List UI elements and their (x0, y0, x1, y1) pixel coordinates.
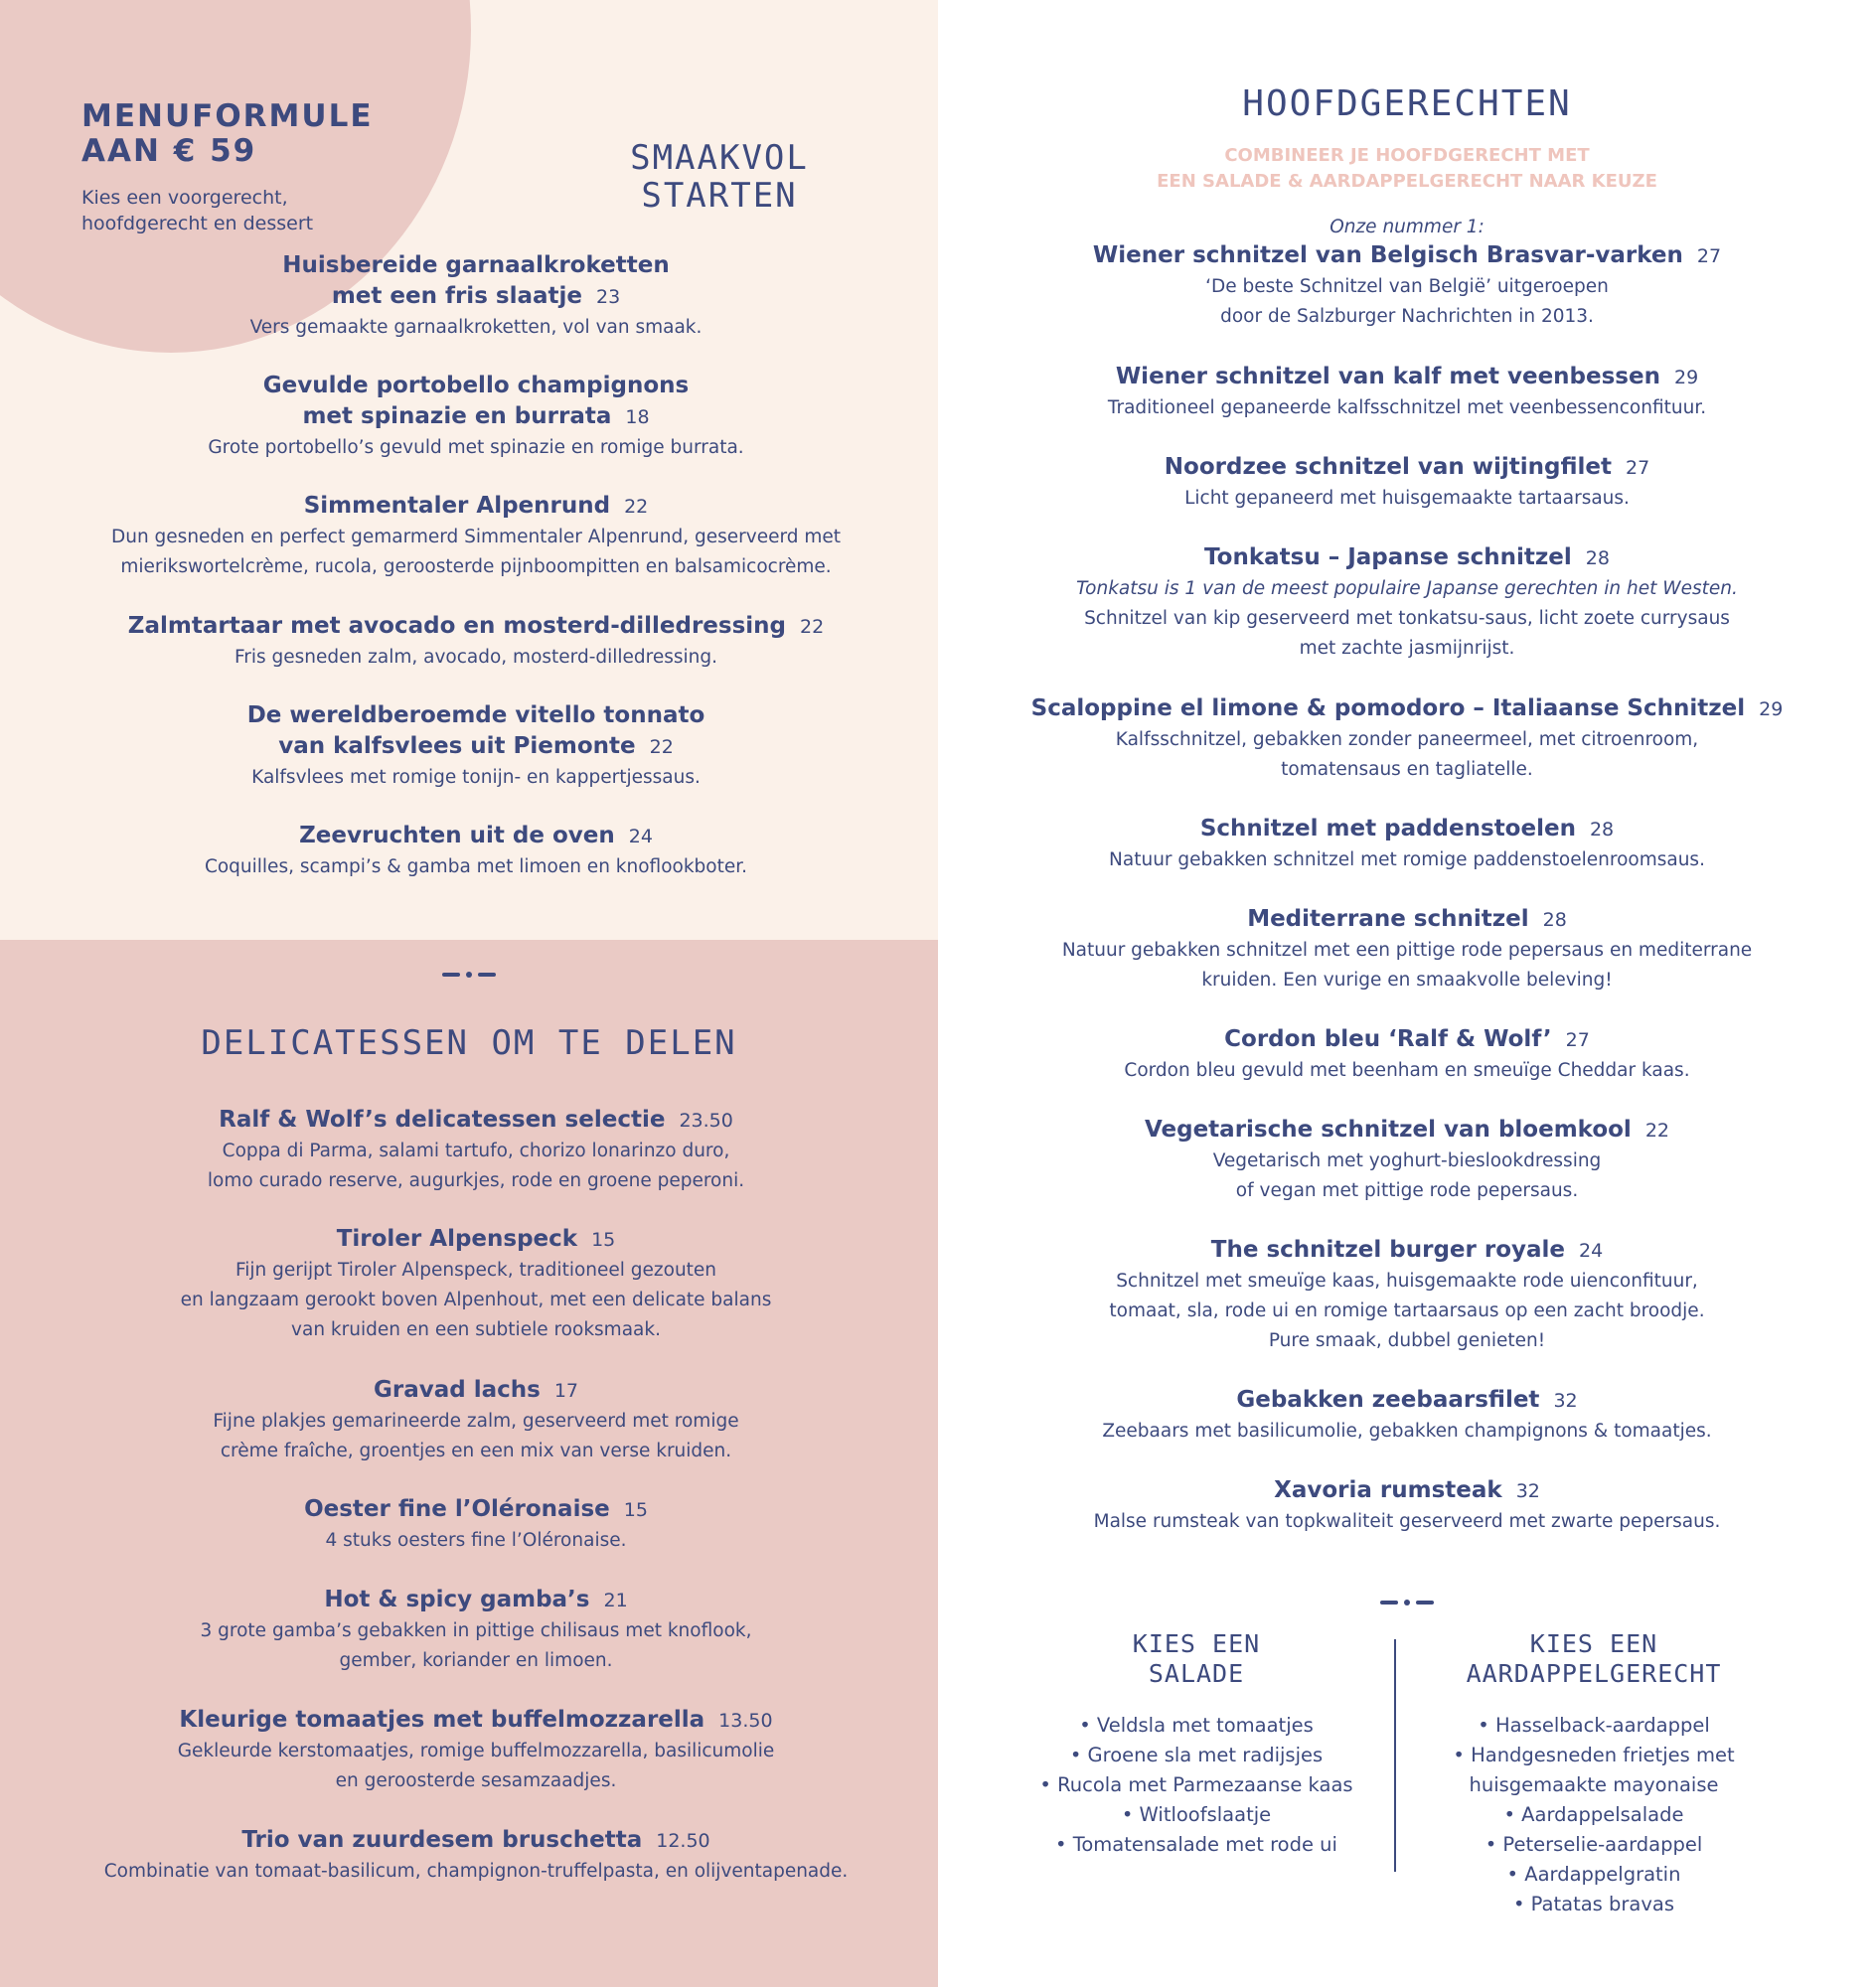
item-price: 28 (1589, 819, 1615, 841)
item-description: Cordon bleu gevuld met beenham en smeuïge Cheddar kaas. (1124, 1060, 1690, 1081)
menu-item (44, 1224, 908, 1345)
potato-list (1435, 1711, 1753, 1919)
item-name: Gevulde portobello champignons met spinazie en burrata 18 (262, 373, 690, 429)
item-price: 17 (553, 1380, 578, 1402)
menu-item (972, 362, 1842, 423)
item-description: Coppa di Parma, salami tartufo, chorizo lonarinzo duro, lomo curado reserve, augurkjes, rode en groene peperoni. (207, 1141, 745, 1191)
item-description: Grote portobello’s gevuld met spinazie en romige burrata. (208, 437, 744, 458)
menu-item (972, 542, 1842, 664)
item-note: Tonkatsu is 1 van de meest populaire Japanse gerechten in het Westen. (1076, 578, 1738, 599)
item-name: Gebakken zeebaarsfilet 32 (1236, 1387, 1578, 1413)
item-price: 22 (649, 736, 674, 758)
item-price: 28 (1542, 909, 1567, 931)
item-price: 22 (624, 496, 649, 518)
list-item: • Handgesneden frietjes met (1453, 1744, 1735, 1766)
item-description: ‘De beste Schnitzel van België’ uitgeroepen door de Salzburger Nachrichten in 2013. (1205, 276, 1609, 327)
mains-panel (938, 0, 1876, 1987)
item-description: 4 stuks oesters fine l’Oléronaise. (325, 1530, 627, 1551)
item-name: Zalmtartaar met avocado en mosterd-dilledressing 22 (127, 613, 825, 639)
item-name: Mediterrane schnitzel 28 (1247, 906, 1567, 932)
item-description: Dun gesneden en perfect gemarmerd Simmentaler Alpenrund, geserveerd met mierikswortelcrème, rucola, geroosterde pijnboompitten en balsamicocrème. (110, 527, 842, 577)
menu-item (44, 1375, 908, 1466)
item-price: 27 (1696, 245, 1722, 267)
item-price: 28 (1585, 547, 1610, 569)
list-item: • Tomatensalade met rode ui (1055, 1833, 1337, 1856)
menu-item (972, 1385, 1842, 1447)
item-description: Schnitzel van kip geserveerd met tonkatsu-saus, licht zoete currysaus met zachte jasmijnrijst. (1084, 608, 1730, 659)
formula-subtitle: Kies een voorgerecht, hoofdgerecht en dessert (81, 187, 314, 234)
item-name: Gravad lachs 17 (373, 1377, 578, 1403)
item-name: De wereldberoemde vitello tonnato van kalfsvlees uit Piemonte 22 (246, 702, 705, 759)
menu-item (972, 904, 1842, 995)
item-description: Gekleurde kerstomaatjes, romige buffelmozzarella, basilicumolie en geroosterde sesamzaadjes. (177, 1741, 775, 1791)
item-name: Xavoria rumsteak 32 (1274, 1477, 1540, 1503)
item-price: 13.50 (718, 1710, 773, 1732)
menu-item (972, 1024, 1842, 1086)
list-item: • Veldsla met tomaatjes (1079, 1714, 1314, 1737)
item-description: Natuur gebakken schnitzel met romige paddenstoelenroomsaus. (1109, 849, 1705, 870)
item-price: 23 (595, 286, 621, 308)
list-item: • Witloofslaatje (1121, 1803, 1272, 1826)
item-price: 32 (1515, 1480, 1540, 1502)
item-price: 27 (1565, 1029, 1590, 1051)
menu-item (44, 821, 908, 882)
starters-panel (0, 0, 938, 940)
item-description: Coquilles, scampi’s & gamba met limoen en knoflookboter. (204, 856, 748, 877)
menu-item (972, 1115, 1842, 1206)
item-price: 23.50 (679, 1110, 733, 1132)
item-description: Combinatie van tomaat-basilicum, champignon-truffelpasta, en olijventapenade. (103, 1861, 849, 1882)
item-name: Wiener schnitzel van kalf met veenbessen 29 (1115, 364, 1699, 389)
menu-item (972, 693, 1842, 785)
menu-item (972, 1235, 1842, 1356)
item-description: Malse rumsteak van topkwaliteit geserveerd met zwarte pepersaus. (1093, 1511, 1721, 1532)
item-price: 15 (591, 1229, 616, 1251)
list-item: • Patatas bravas (1512, 1893, 1675, 1915)
item-name: Hot & spicy gamba’s 21 (324, 1587, 628, 1612)
starters-title: SMAAKVOL STARTEN (630, 138, 809, 216)
menu-item (44, 491, 908, 582)
delicatessen-title: DELICATESSEN OM TE DELEN (201, 1023, 737, 1063)
item-description: Vegetarisch met yoghurt-bieslookdressing of vegan met pittige rode pepersaus. (1212, 1150, 1602, 1201)
menu-item (44, 1705, 908, 1796)
menu-item (44, 1585, 908, 1676)
item-price: 27 (1626, 457, 1650, 479)
menu-item (44, 1825, 908, 1887)
list-item: • Aardappelgratin (1506, 1863, 1681, 1886)
item-name: Oester fine l’Oléronaise 15 (304, 1496, 648, 1522)
item-name: Ralf & Wolf’s delicatessen selectie 23.50 (219, 1107, 733, 1133)
menu-item (972, 452, 1842, 514)
item-name: The schnitzel burger royale 24 (1210, 1237, 1604, 1263)
item-name: Vegetarische schnitzel van bloemkool 22 (1144, 1117, 1670, 1143)
menu-formula (81, 99, 374, 236)
item-description: Fijne plakjes gemarineerde zalm, geserveerd met romige crème fraîche, groentjes en een mix van verse kruiden. (213, 1411, 739, 1461)
item-price: 29 (1673, 367, 1699, 388)
item-description: 3 grote gamba’s gebakken in pittige chilisaus met knoflook, gember, koriander en limoen. (200, 1620, 752, 1671)
menu-item (44, 250, 908, 343)
potato-title: KIES EEN AARDAPPELGERECHT (1466, 1629, 1722, 1688)
list-item: • Aardappelsalade (1503, 1803, 1684, 1826)
item-name: Tonkatsu – Japanse schnitzel 28 (1204, 544, 1610, 570)
mains-subtitle: COMBINEER JE HOOFDGERECHT MET EEN SALADE & AARDAPPELGERECHT NAAR KEUZE (1157, 145, 1657, 192)
menu-item (44, 1105, 908, 1196)
item-name: Schnitzel met paddenstoelen 28 (1199, 816, 1615, 841)
menu-item (972, 814, 1842, 875)
item-name: Wiener schnitzel van Belgisch Brasvar-varken 27 (1092, 242, 1722, 268)
item-name: Zeevruchten uit de oven 24 (299, 823, 653, 848)
list-item: • Rucola met Parmezaanse kaas (1039, 1773, 1353, 1796)
item-description: Kalfsschnitzel, gebakken zonder paneermeel, met citroenroom, tomatensaus en tagliatelle. (1115, 729, 1699, 780)
item-price: 32 (1553, 1390, 1578, 1412)
menu-item (44, 611, 908, 673)
list-item: • Groene sla met radijsjes (1069, 1744, 1324, 1766)
ornament-divider (938, 1600, 1876, 1605)
item-price: 24 (628, 826, 653, 847)
item-description: Licht gepaneerd met huisgemaakte tartaarsaus. (1184, 488, 1630, 509)
menu-item (44, 371, 908, 463)
item-price: 18 (625, 406, 650, 428)
item-name: Scaloppine el limone & pomodoro – Italiaanse Schnitzel 29 (1030, 695, 1784, 721)
item-name: Tiroler Alpenspeck 15 (336, 1226, 616, 1252)
list-item: • Hasselback-aardappel (1478, 1714, 1710, 1737)
delicatessen-panel (0, 940, 938, 1987)
item-price: 21 (603, 1590, 628, 1611)
item-name: Cordon bleu ‘Ralf & Wolf’ 27 (1224, 1026, 1590, 1052)
list-item: • Peterselie-aardappel (1485, 1833, 1703, 1856)
mains-title: HOOFDGERECHTEN (1242, 83, 1572, 124)
menu-item (972, 215, 1842, 332)
item-description: Kalfsvlees met romige tonijn- en kappertjessaus. (251, 767, 701, 788)
menu-item (972, 1475, 1842, 1537)
item-price: 15 (623, 1499, 648, 1521)
item-description: Schnitzel met smeuïge kaas, huisgemaakte rode uienconfituur, tomaat, sla, rode ui en romige tartaarsaus op een zacht broodje. Pure smaak, dubbel genieten! (1109, 1271, 1705, 1351)
item-name: Simmentaler Alpenrund 22 (303, 493, 649, 519)
item-description: Traditioneel gepaneerde kalfsschnitzel met veenbessenconfituur. (1107, 397, 1707, 418)
salad-choice (1037, 1629, 1355, 1860)
item-price: 24 (1579, 1240, 1604, 1262)
item-description: Vers gemaakte garnaalkroketten, vol van smaak. (249, 317, 703, 338)
item-description: Natuur gebakken schnitzel met een pittige rode pepersaus en mediterrane kruiden. Een vurige en smaakvolle beleving! (1061, 940, 1753, 991)
list-item: huisgemaakte mayonaise (1469, 1773, 1719, 1796)
item-description: Zeebaars met basilicumolie, gebakken champignons & tomaatjes. (1102, 1421, 1712, 1442)
item-price: 12.50 (656, 1830, 710, 1852)
menu-item (44, 1494, 908, 1556)
salad-list (1037, 1711, 1355, 1860)
ornament-divider (0, 972, 938, 978)
item-description: Fijn gerijpt Tiroler Alpenspeck, traditioneel gezouten en langzaam gerookt boven Alpenhout, met een delicate balans van kruiden en een subtiele rooksmaak. (180, 1260, 772, 1340)
salad-title: KIES EEN SALADE (1132, 1629, 1261, 1688)
formula-title: MENUFORMULE AAN € 59 (81, 98, 374, 169)
item-price: 22 (800, 616, 825, 638)
column-divider (1394, 1639, 1396, 1872)
item-price: 22 (1644, 1120, 1670, 1142)
item-name: Huisbereide garnaalkroketten met een fris slaatje 23 (282, 252, 670, 309)
menu-item (44, 700, 908, 793)
item-name: Trio van zuurdesem bruschetta 12.50 (241, 1827, 710, 1853)
item-name: Noordzee schnitzel van wijtingfilet 27 (1164, 454, 1650, 480)
item-description: Fris gesneden zalm, avocado, mosterd-dilledressing. (234, 647, 717, 668)
potato-choice (1435, 1629, 1753, 1919)
item-intro: Onze nummer 1: (1329, 217, 1485, 237)
item-price: 29 (1759, 698, 1784, 720)
item-name: Kleurige tomaatjes met buffelmozzarella 13.50 (179, 1707, 773, 1733)
